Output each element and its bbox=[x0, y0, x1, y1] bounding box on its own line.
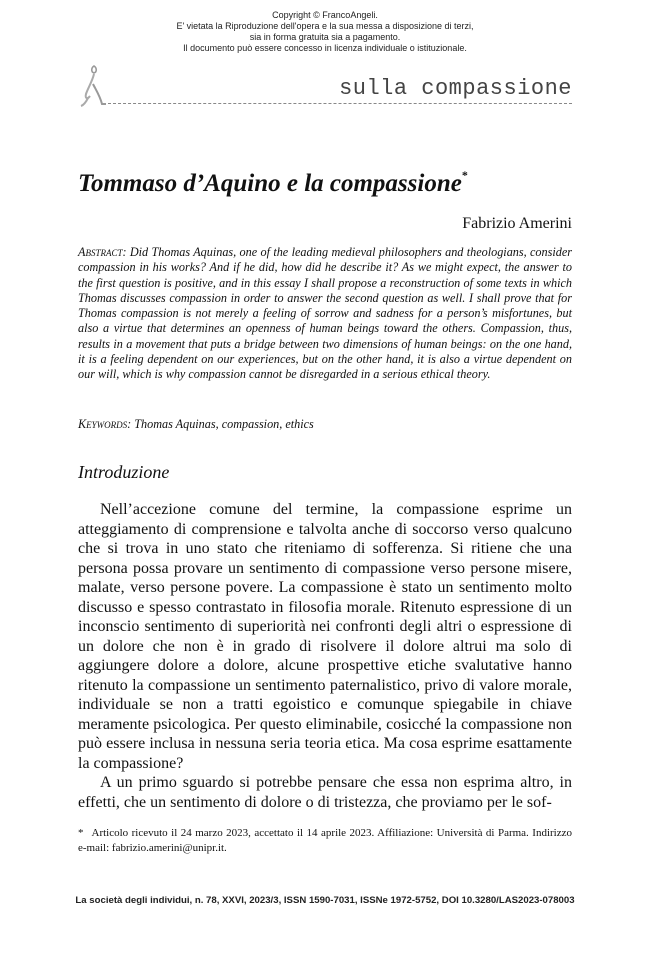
running-header bbox=[78, 62, 572, 112]
section-heading: Introduzione bbox=[78, 462, 170, 482]
copyright-line: Copyright © FrancoAngeli. bbox=[272, 10, 378, 20]
copyright-line: Il documento può essere concesso in licenza individuale o istituzionale. bbox=[183, 43, 467, 53]
header-dashed-rule bbox=[108, 103, 572, 104]
abstract-text: Did Thomas Aquinas, one of the leading medieval philosophers and theologians, consider compassion in his works? And if he did, how did he describe it? As we might expect, the answer to the first question is positive, and in this essay I shall propose a reconstruction of some texts in which Thomas discusses compassion in order to answer the second question as well. I shall prove that for Thomas compassion is not merely a feeling of sorrow and sadness for a person’s misfortunes, but also a virtue that determines an openness of human beings toward the others. Compassion, thus, results in a movement that puts a bridge between two dimensions of human beings: on the one hand, it is a feeling dependent on our experiences, but on the other hand, it is also a virtue dependent on our will, which is why compassion cannot be disregarded in a serious ethical theory. bbox=[78, 245, 572, 382]
keywords bbox=[78, 417, 572, 432]
footnote-mark: * bbox=[78, 827, 84, 839]
abstract-label: Abstract: bbox=[78, 245, 127, 259]
author-name: Fabrizio Amerini bbox=[462, 215, 572, 232]
figure-sketch-icon bbox=[78, 62, 110, 110]
section-label: sulla compassione bbox=[333, 76, 572, 101]
abstract bbox=[78, 245, 572, 383]
copyright-notice bbox=[0, 10, 650, 54]
footnote-divider bbox=[78, 818, 572, 820]
article-title-text: Tommaso d’Aquino e la compassione bbox=[78, 170, 462, 197]
body-paragraph: A un primo sguardo si potrebbe pensare che essa non esprima altro, in effetti, che un sentimento di dolore o di tristezza, che proviamo per le sof- bbox=[78, 774, 572, 811]
title-footnote-mark[interactable]: * bbox=[461, 168, 468, 182]
footnote bbox=[78, 826, 572, 856]
copyright-line: E' vietata la Riproduzione dell'opera e la sua messa a disposizione di terzi, bbox=[176, 21, 474, 31]
keywords-text: Thomas Aquinas, compassion, ethics bbox=[131, 417, 314, 431]
citation-footer: La società degli individui, n. 78, XXVI, 2023/3, ISSN 1590-7031, ISSNe 1972-5752, DOI 10.3280/LAS2023-078003 bbox=[75, 895, 575, 906]
keywords-label: Keywords: bbox=[78, 417, 132, 431]
footnote-text: Articolo ricevuto il 24 marzo 2023, accettato il 14 aprile 2023. Affiliazione: Università di Parma. Indirizzo e-mail: fabrizio.amerini@unipr.it. bbox=[78, 827, 572, 854]
body-paragraph: Nell’accezione comune del termine, la compassione esprime un atteggiamento di comprensione e talvolta anche di soccorso verso qualcuno che si trova in uno stato che riteniamo di sofferenza. Si ritiene che una persona possa provare un sentimento di compassione verso persone misere, malate, verso persone povere. La compassione è stato un sentimento molto discusso e spesso contrastato in filosofia morale. Ritenuto espressione di un inconscio sentimento di superiorità nei confronti degli altri o espressione di un dolore che non è in grado di risolvere il dolore altrui ma solo di aggiungere dolore a dolore, alcune prospettive etiche svalutative hanno ritenuto la compassione un sentimento paternalistico, privo di valore morale, individuale se non a tratti egoistico e comunque spiegabile in chiave meramente psicologica. Per questo eliminabile, cosicché la compassione non può essere inclusa in nessuna seria teoria etica. Ma cosa esprime esattamente la compassione? bbox=[78, 501, 572, 772]
body-text bbox=[78, 500, 572, 812]
article-title bbox=[78, 170, 572, 198]
copyright-line: sia in forma gratuita sia a pagamento. bbox=[249, 32, 401, 42]
